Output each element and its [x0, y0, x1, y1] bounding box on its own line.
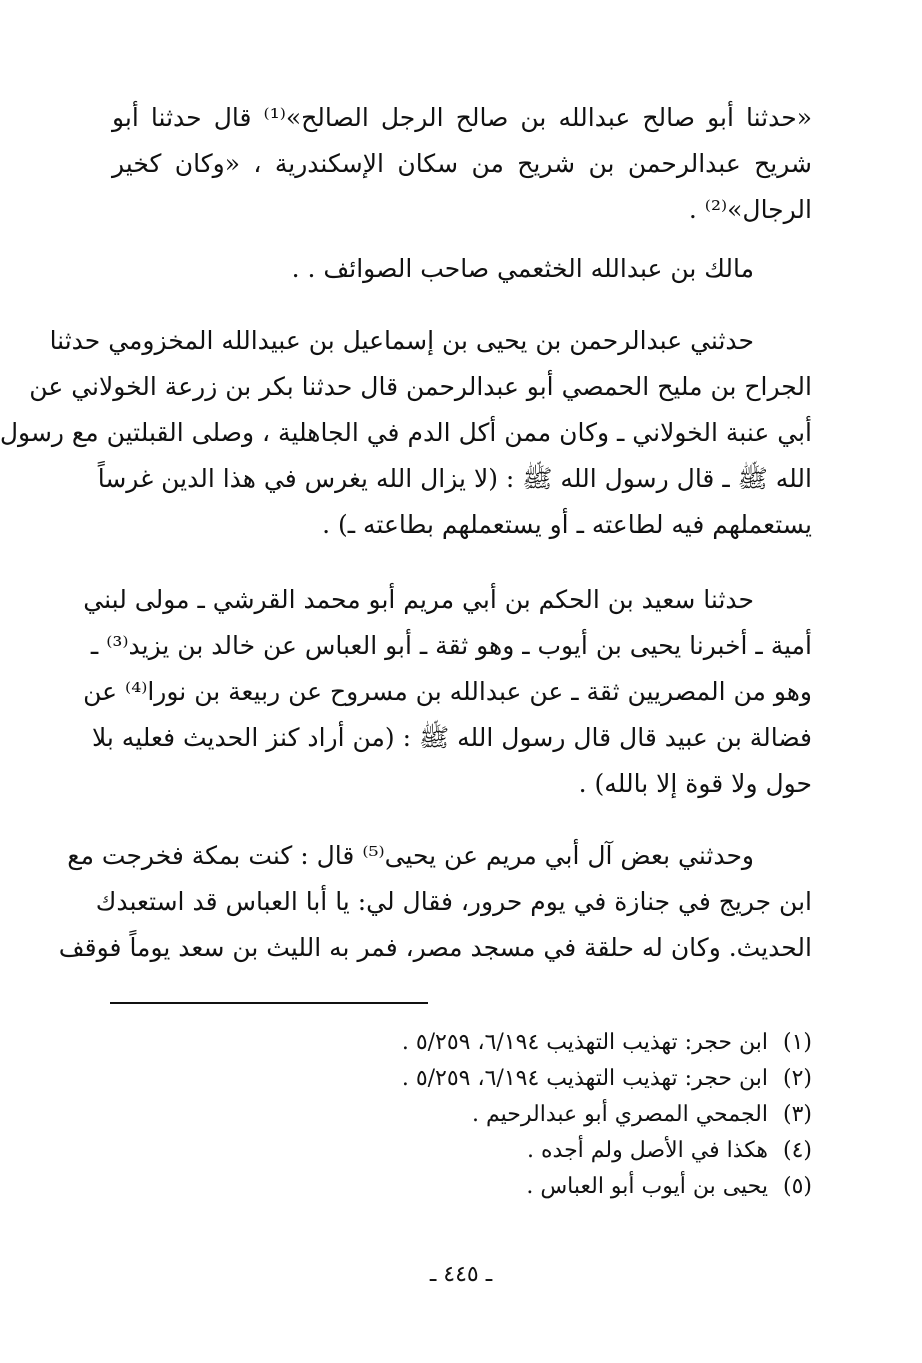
text-line: الله ﷺ ـ قال رسول الله ﷺ : (لا يزال الله يغرس في هذا الدين غرساً: [97, 464, 812, 493]
paragraph-4: [83, 577, 812, 807]
footnote-item: [112, 1061, 812, 1097]
text-line: «حدثنا أبو صالح عبدالله بن صالح الرجل الصالح»⁽¹⁾ قال حدثنا أبو: [112, 103, 813, 132]
footnote-number: (١): [782, 1030, 812, 1055]
footnote-text: ابن حجر: تهذيب التهذيب ٦/١٩٤، ٥/٢٥٩ .: [401, 1066, 768, 1091]
text-line: شريح عبدالرحمن بن شريح من سكان الإسكندرية ، «وكان كخير: [112, 149, 812, 178]
paragraph-5: [58, 833, 812, 971]
page-number: ـ ٤٤٥ ـ: [429, 1262, 493, 1287]
text-line: مالك بن عبدالله الخثعمي صاحب الصوائف . .: [291, 254, 754, 283]
footnote-number: (٣): [782, 1102, 812, 1127]
text-line: حدثني عبدالرحمن بن يحيى بن إسماعيل بن عبيدالله المخزومي حدثنا: [49, 326, 754, 355]
text-line: أبي عنبة الخولاني ـ وكان ممن أكل الدم في الجاهلية ، وصلى القبلتين مع رسول: [0, 418, 812, 447]
footnote-text: يحيى بن أيوب أبو العباس .: [526, 1174, 768, 1199]
paragraph-1: [112, 95, 812, 233]
paragraph-3: [0, 318, 812, 548]
footnote-number: (٤): [782, 1138, 812, 1163]
footnote-item: [112, 1169, 812, 1205]
footnote-number: (٥): [782, 1174, 812, 1199]
footnote-separator: [110, 1002, 428, 1004]
footnote-text: هكذا في الأصل ولم أجده .: [527, 1138, 768, 1163]
text-line: الجراح بن مليح الحمصي أبو عبدالرحمن قال حدثنا بكر بن زرعة الخولاني عن: [29, 372, 812, 401]
text-line: وحدثني بعض آل أبي مريم عن يحيى⁽⁵⁾ قال : كنت بمكة فخرجت مع: [67, 841, 754, 870]
paragraph-2: [112, 246, 812, 292]
text-line: يستعملهم فيه لطاعته ـ أو يستعملهم بطاعته ـ) .: [322, 510, 812, 539]
text-line: حول ولا قوة إلا بالله) .: [578, 769, 812, 798]
footnote-item: [112, 1133, 812, 1169]
text-line: الرجال»⁽²⁾ .: [688, 195, 812, 224]
text-line: ابن جريج في جنازة في يوم حرور، فقال لي: يا أبا العباس قد استعبدك: [95, 887, 812, 916]
footnote-text: ابن حجر: تهذيب التهذيب ٦/١٩٤، ٥/٢٥٩ .: [401, 1030, 768, 1055]
footnote-number: (٢): [782, 1066, 812, 1091]
text-line: حدثنا سعيد بن الحكم بن أبي مريم أبو محمد القرشي ـ مولى لبني: [83, 585, 754, 614]
footnote-item: [112, 1097, 812, 1133]
text-line: أمية ـ أخبرنا يحيى بن أيوب ـ وهو ثقة ـ أبو العباس عن خالد بن يزيد⁽³⁾ ـ: [90, 631, 812, 660]
text-line: وهو من المصريين ثقة ـ عن عبدالله بن مسروح عن ربيعة بن نورا⁽⁴⁾ عن: [83, 677, 812, 706]
footnote-item: [112, 1025, 812, 1061]
footnotes: [112, 1025, 812, 1205]
footnote-text: الجمحي المصري أبو عبدالرحيم .: [472, 1102, 768, 1127]
text-line: الحديث. وكان له حلقة في مسجد مصر، فمر به الليث بن سعد يوماً فوقف: [58, 933, 812, 962]
text-line: فضالة بن عبيد قال قال رسول الله ﷺ : (من أراد كنز الحديث فعليه بلا: [91, 723, 812, 752]
